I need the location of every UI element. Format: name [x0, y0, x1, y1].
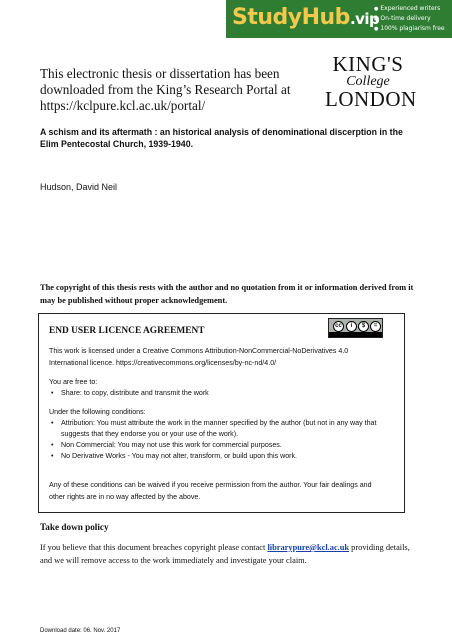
waiver-text: Any of these conditions can be waived if you receive permission from the author. Your fair dealings and [49, 481, 372, 489]
banner-feature: ● Experienced writers [374, 4, 445, 14]
licence-intro-line: International licence. https://creativecommons.org/licenses/by-nc-nd/4.0/ [49, 359, 277, 367]
condition-item: • Non Commercial: You may not use this work for commercial purposes. [61, 440, 391, 451]
portal-intro-text: This electronic thesis or dissertation has been downloaded from the King’s Research Portal at https://kclpure.kcl.ac.uk/portal/ [40, 66, 291, 114]
waiver-text: other rights are in no way affected by the above. [49, 493, 201, 501]
library-email-link[interactable]: librarypure@kcl.ac.uk [267, 543, 350, 552]
banner-feature-list [374, 4, 445, 34]
banner-feature: ● 100% plagiarism free [374, 24, 445, 34]
logo-line-kings: KING'S [332, 52, 404, 76]
free-item: • Share: to copy, distribute and transmit the work [61, 388, 391, 399]
cc-icon: cc [333, 321, 344, 332]
conditions-heading: Under the following conditions: [49, 408, 146, 416]
logo-line-college: College [346, 74, 390, 89]
download-date: Download date: 06. Nov. 2017 [40, 628, 121, 634]
attribution-icon: i [346, 321, 357, 332]
thesis-author: Hudson, David Neil [40, 182, 118, 192]
noncommercial-icon: $ [358, 321, 369, 332]
licence-heading: END USER LICENCE AGREEMENT [49, 326, 205, 336]
studyhub-logo: StudyHub.vip [232, 5, 380, 30]
copyright-notice: The copyright of this thesis rests with the author and no quotation from it or information derived from it may be published without proper acknowledgement. [40, 283, 414, 305]
promo-banner[interactable] [226, 0, 452, 38]
noderivs-icon: = [370, 321, 381, 332]
logo-line-london: LONDON [325, 87, 417, 111]
takedown-heading: Take down policy [40, 522, 109, 532]
badge-strip [329, 332, 382, 337]
takedown-text: If you believe that this document breaches copyright please contact librarypure@kcl.ac.uk providing details, and we will remove access to the work immediately and investigate your claim. [40, 543, 410, 565]
condition-item: • Attribution: You must attribute the work in the manner specified by the author (but not in any way that suggests that they endorse you or your use of the work). [61, 418, 391, 440]
banner-feature: ● On-time delivery [374, 14, 445, 24]
cc-by-nc-nd-badge-icon[interactable] [328, 318, 383, 338]
thesis-title: A schism and its aftermath : an historical analysis of denominational discerption in the Elim Pentecostal Church, 1939-1940. [40, 127, 403, 149]
licence-intro-line: This work is licensed under a Creative Commons Attribution-NonCommercial-NoDerivatives 4.0 [49, 347, 349, 355]
condition-item: • No Derivative Works - You may not alter, transform, or build upon this work. [61, 451, 391, 462]
licence-box [38, 313, 405, 513]
kings-college-logo [325, 52, 417, 111]
free-heading: You are free to: [49, 378, 98, 386]
